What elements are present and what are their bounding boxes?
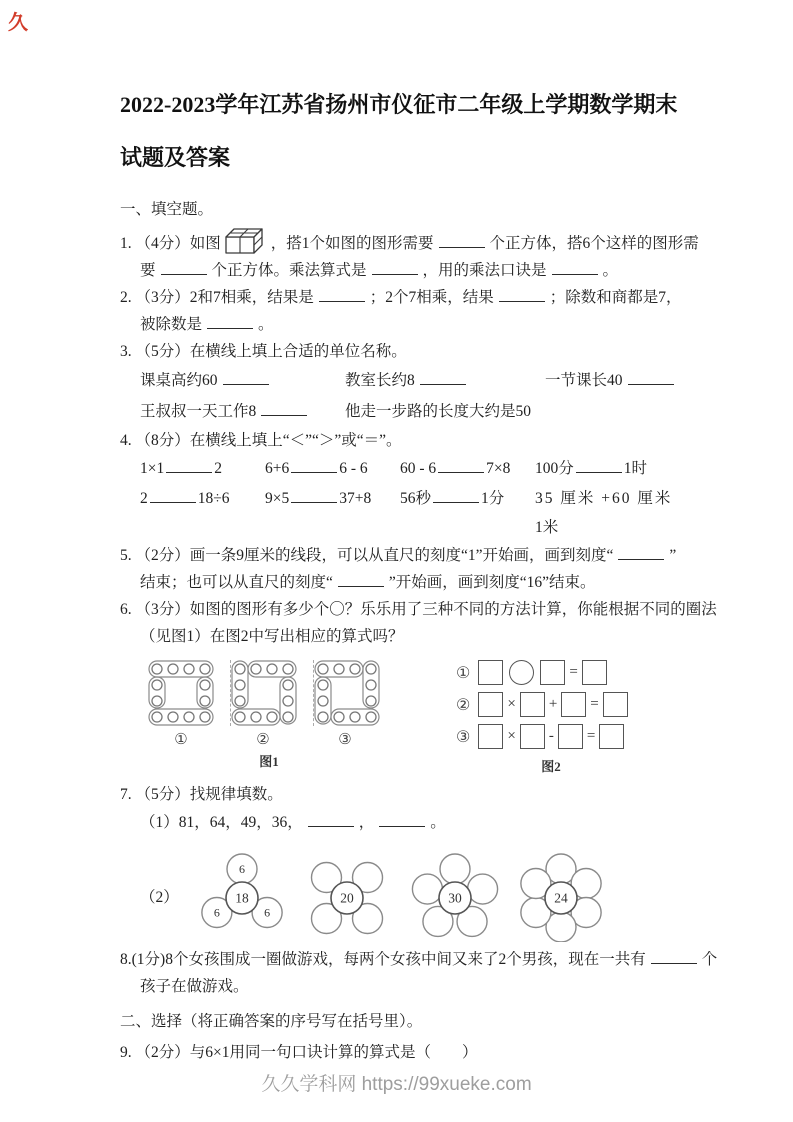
figure-1-circle-groupings [140,660,398,770]
cubes-figure-icon [223,225,269,255]
answer-box [558,724,583,749]
page-title-line-1: 2022-2023学年江苏省扬州市仪征市二年级上学期数学期末 [120,92,678,117]
answer-box [582,660,607,685]
answer-box [603,692,628,717]
compare-right: 2 [214,460,222,477]
question-9-line-1: 9. （2分）与6×1用同一句口诀计算的算式是（ ） [120,1044,478,1061]
equals-sign: = [586,728,596,744]
question-1-text: 。 [602,262,619,279]
question-2-text: 2. （3分）2和7相乘，结果是 [120,289,314,306]
unit-item [345,396,531,427]
question-5-line-1 [120,542,793,569]
answer-box [478,660,503,685]
compare-right: 1米 [535,519,559,536]
question-6-line-1: 6. （3分）如图的图形有多少个〇？乐乐用了三种不同的方法计算，你能根据不同的圈法 [120,601,717,618]
answer-blank [261,401,307,416]
question-8-text: 个 [701,951,718,968]
answer-box [478,724,503,749]
answer-blank [438,458,484,473]
equals-sign: = [569,664,578,680]
answer-blank [628,370,674,385]
compare-item [265,454,400,484]
question-1-text: 要 [140,262,156,279]
compare-left: 9×5 [265,490,290,507]
ring-labels [140,730,398,749]
answer-blank [439,233,485,248]
answer-blank [150,488,196,503]
question-7-text: 。 [430,814,446,831]
question-2-text: ；除数和商都是7， [549,289,682,306]
question-5-text: 结束；也可以从直尺的刻度“ [140,574,333,591]
compare-item [400,484,535,514]
equals-sign: = [590,696,599,712]
equation-number: ③ [456,728,471,746]
site-logo-icon: 久 [8,12,28,34]
answer-box [520,724,545,749]
answer-box [478,692,503,717]
unit-item [140,396,345,427]
question-1-text: 个正方体。乘法算式是 [211,262,367,279]
compare-item [535,484,672,514]
ring-label-3: ③ [338,732,352,748]
svg-text:6: 6 [213,905,220,920]
question-7-text: （1）81，64，49，36， [140,814,303,831]
question-1-text: 个正方体，搭6个这样的图形需 [489,235,699,252]
multiply-sign: × [507,728,516,744]
answer-blank [618,545,664,560]
question-7-line-1: 7. （5分）找规律填数。 [120,786,283,803]
answer-box [599,724,624,749]
unit-item-text: 教室长约8 [345,372,415,389]
circle-ring-3 [313,660,380,726]
compare-left: 100分 [535,460,574,477]
footer-watermark: 久久学科网 https://99xueke.com [261,1074,532,1095]
answer-blank [379,812,425,827]
question-4-compare-row-2 [140,484,793,514]
question-1-line-2 [140,257,793,284]
compare-right: 18÷6 [197,490,230,507]
answer-blank [291,488,337,503]
unit-item-text: 课桌高约60 [140,372,218,389]
circle-rings [140,660,398,726]
answer-blank [207,314,253,329]
compare-left: 1×1 [140,460,165,477]
question-4-compare-row-3 [140,514,793,542]
question-1-text: ，用的乘法口诀是 [422,262,547,279]
equation-row-1 [456,660,646,685]
compare-right: 6 - 6 [339,460,368,477]
ring-label-2: ② [256,732,270,748]
compare-left: 35 厘米 +60 厘米 [535,490,673,507]
equation-row-2 [456,692,646,717]
equation-number: ① [456,664,471,682]
compare-left: 6+6 [265,460,290,477]
compare-item [265,484,400,514]
question-2-line-1 [120,284,793,311]
question-1-text: ，搭1个如图的图形需要 [270,235,434,252]
answer-blank [166,458,212,473]
unit-item-text: 王叔叔一天工作8 [140,403,257,420]
question-1-text: 1. （4分）如图 [120,235,221,252]
answer-blank [308,812,354,827]
svg-text:6: 6 [263,905,270,920]
compare-left: 2 [140,490,148,507]
figure-2-caption: 图2 [541,759,561,774]
flower-number-figure [187,850,617,942]
answer-blank [338,572,384,587]
question-5-text: 5. （2分）画一条9厘米的线段，可以从直尺的刻度“1”开始画，画到刻度“ [120,547,614,564]
page-title-line-2: 试题及答案 [120,145,231,170]
equation-number: ② [456,696,471,714]
question-2-text: 被除数是 [140,316,203,333]
page-title [0,0,793,190]
question-2-text: ；2个7相乘，结果 [369,289,494,306]
compare-right: 1分 [481,490,505,507]
compare-item [140,454,265,484]
answer-blank [161,260,207,275]
operator-circle [509,660,534,685]
svg-text:20: 20 [340,890,354,906]
plus-sign: + [548,696,558,712]
multiply-sign: × [507,696,516,712]
ring-label-1: ① [174,732,188,748]
part-2-label: （2） [140,889,179,906]
circle-ring-2 [230,660,297,726]
question-3-line-1: 3. （5分）在横线上填上合适的单位名称。 [120,343,407,360]
circle-ring-1 [148,660,214,726]
question-4-compare-row-1 [140,454,793,484]
answer-blank [223,370,269,385]
answer-blank [291,458,337,473]
question-5-line-2 [140,569,793,596]
compare-right: 1时 [623,460,648,477]
answer-blank [319,287,365,302]
question-3-units-row-2 [140,396,793,427]
svg-text:18: 18 [235,890,249,906]
question-7-part-2-figure [140,850,793,942]
minus-sign: - [548,728,554,744]
answer-blank [576,458,622,473]
question-3-units-row-1 [140,365,793,396]
compare-left: 56秒 [400,490,432,507]
answer-blank [651,949,697,964]
question-2-text: 。 [258,316,274,333]
question-6-line-2: （见图1）在图2中写出相应的算式吗？ [140,628,404,645]
answer-blank [420,370,466,385]
question-1-line-1 [120,225,793,257]
question-8-line-1 [120,946,793,973]
svg-text:24: 24 [554,890,568,906]
svg-text:30: 30 [448,890,462,906]
question-5-text: ” [669,547,677,564]
answer-box [520,692,545,717]
unit-item-text: 一节课长40 [545,372,623,389]
answer-box [540,660,565,685]
compare-item [400,454,535,484]
answer-blank [433,488,479,503]
unit-item [140,365,345,396]
answer-blank [499,287,545,302]
answer-box [561,692,586,717]
compare-item [140,484,265,514]
answer-blank [372,260,418,275]
question-7-text: ， [358,814,375,831]
question-2-line-2 [140,311,793,338]
question-8-text: 8.(1分)8个女孩围成一圈做游戏，每两个女孩中间又来了2个男孩，现在一共有 [120,951,646,968]
section-heading-fill-in: 一、填空题。 [120,201,214,218]
figure-2-equations [456,660,646,775]
answer-blank [552,260,598,275]
section-heading-choice: 二、选择（将正确答案的序号写在括号里）。 [120,1013,423,1030]
svg-text:6: 6 [238,862,245,877]
compare-left: 60 - 6 [400,460,437,477]
compare-item [535,454,647,484]
equation-row-3 [456,724,646,749]
question-5-text: ”开始画，画到刻度“16”结束。 [388,574,596,591]
question-7-part-1 [140,808,793,838]
unit-item-text: 他走一步路的长度大约是50 [345,403,532,420]
question-4-line-1: 4. （8分）在横线上填上“＜”“＞”或“＝”。 [120,432,402,449]
figure-1-caption: 图1 [259,754,279,769]
unit-item [345,365,545,396]
question-6-figures [140,660,793,775]
compare-right: 37+8 [339,490,372,507]
compare-right: 7×8 [486,460,511,477]
unit-item [545,365,679,396]
question-8-line-2: 孩子在做游戏。 [140,978,249,995]
